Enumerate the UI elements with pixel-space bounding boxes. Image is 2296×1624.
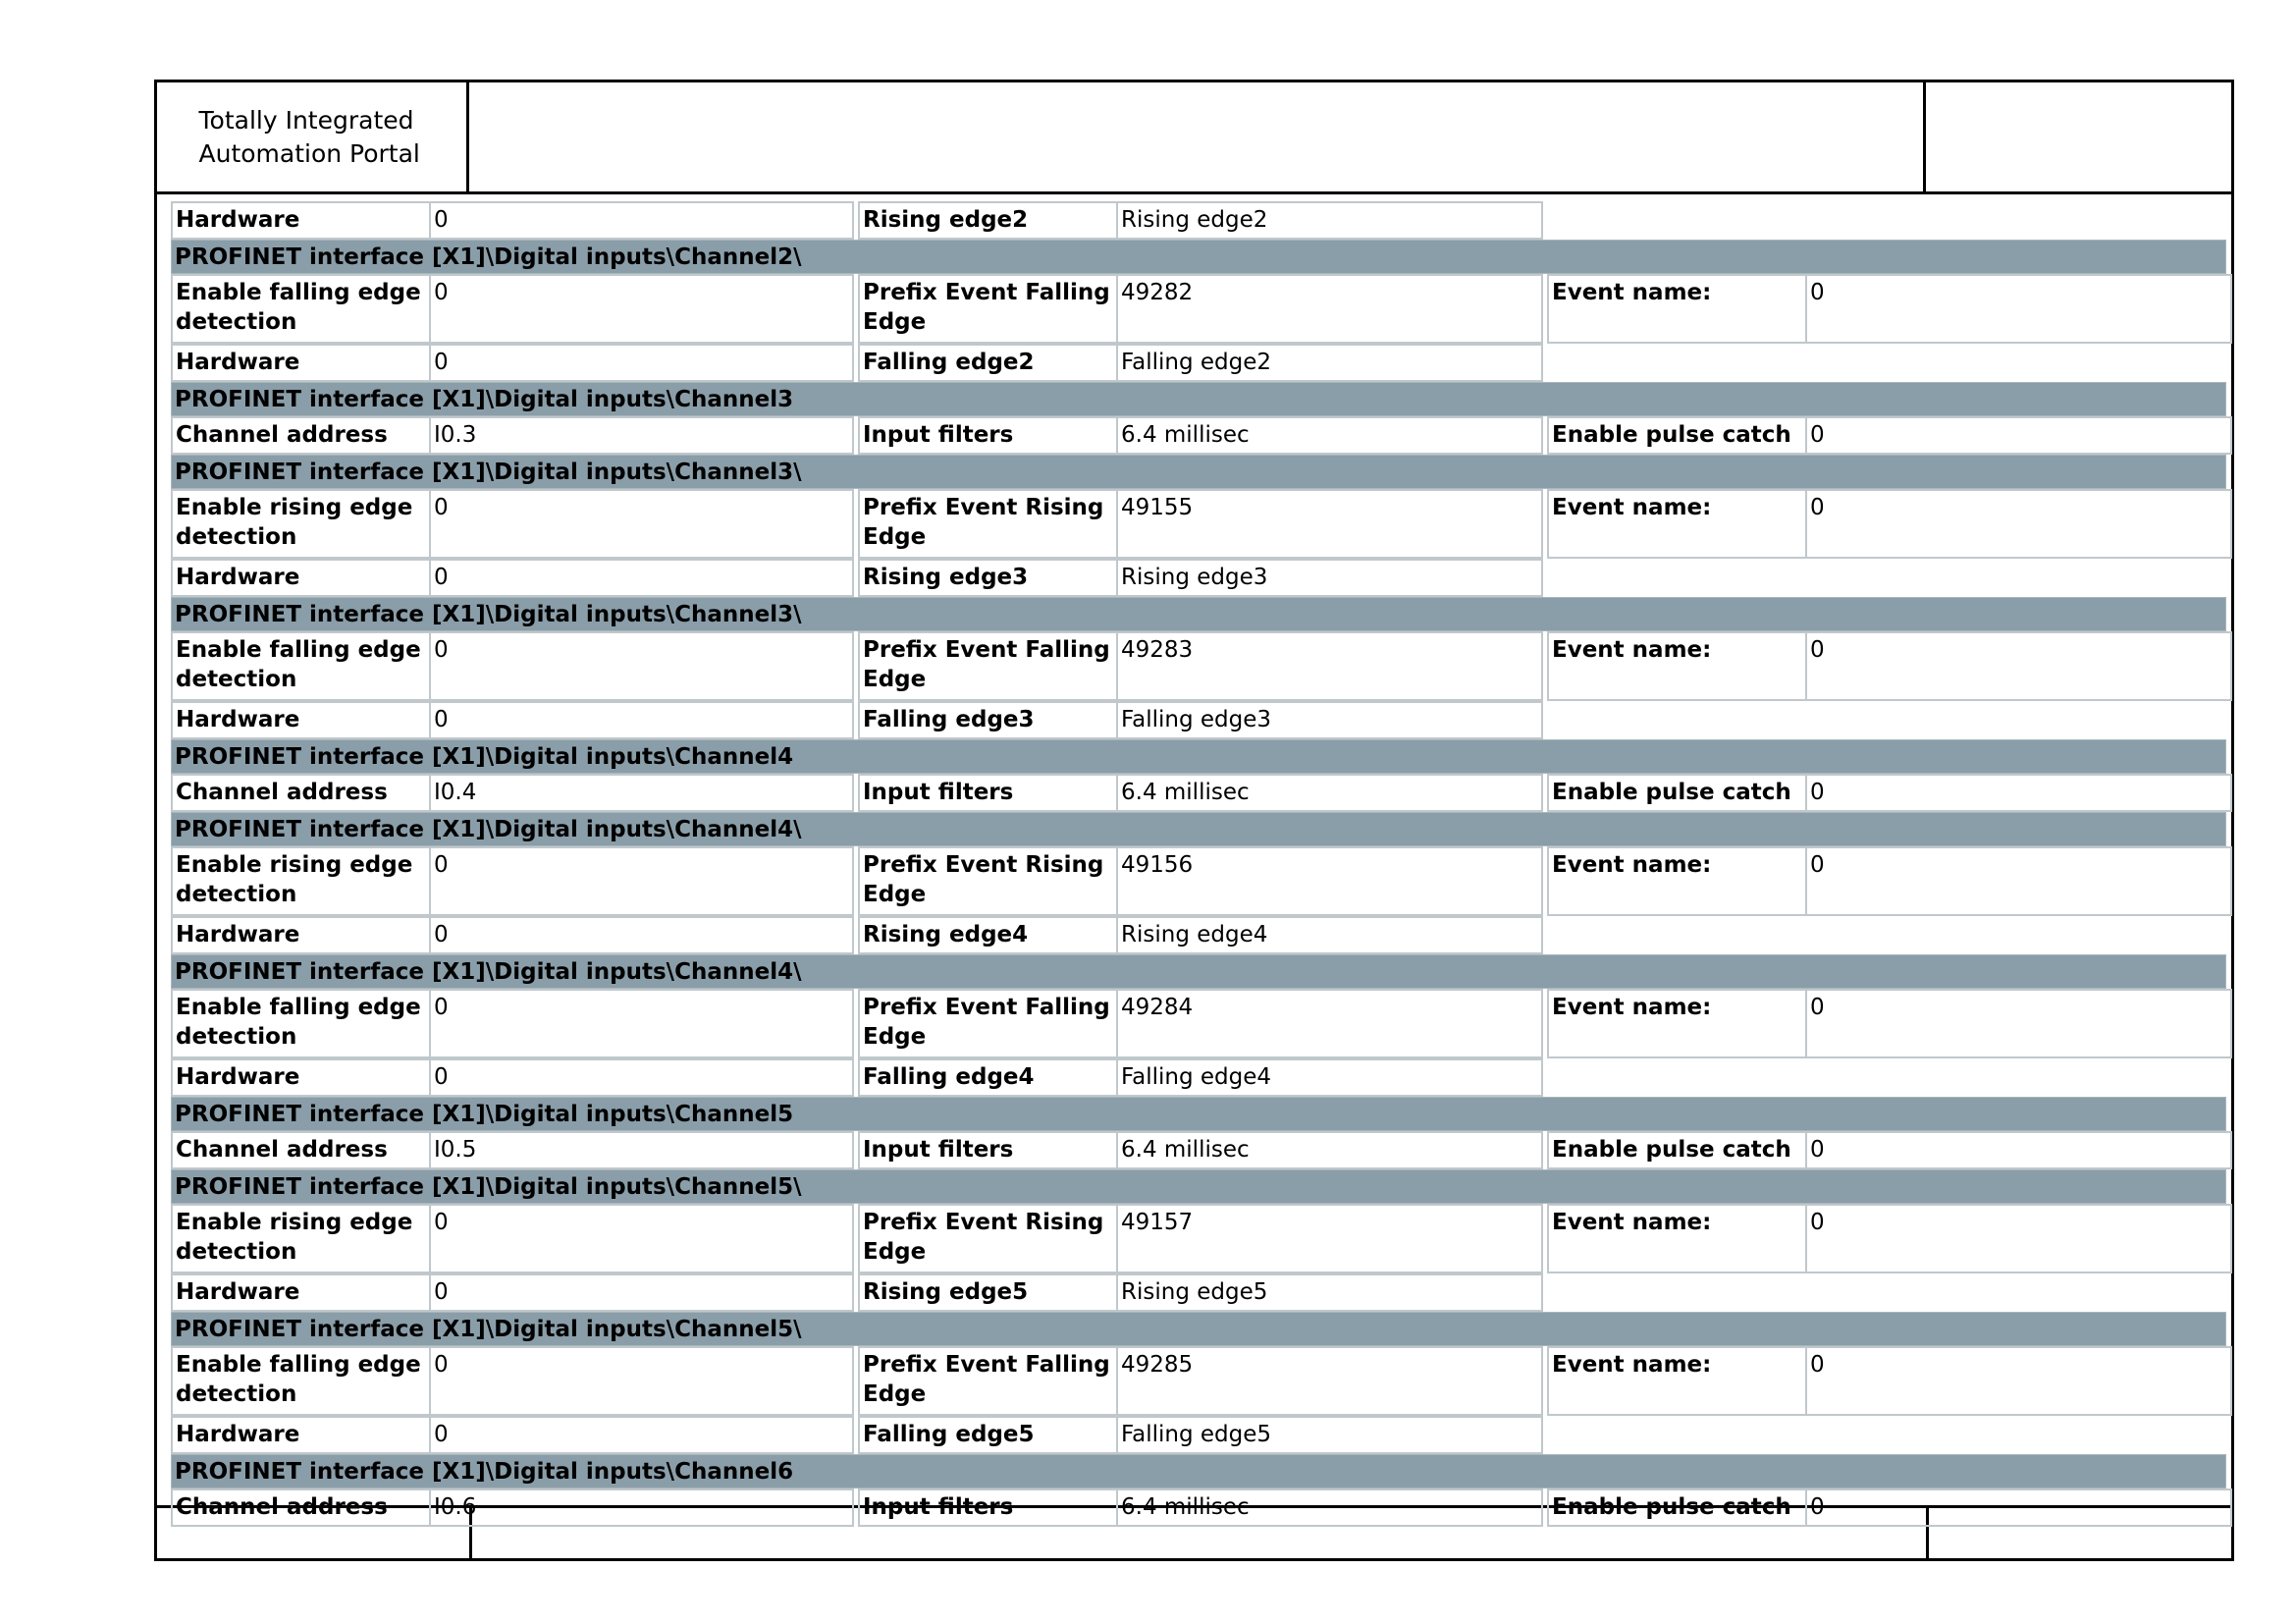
parameter-value: I0.4 — [434, 780, 477, 805]
parameter-value: Rising edge3 — [1121, 565, 1268, 590]
empty-cell — [1547, 344, 2228, 382]
parameter-label: Enable falling edge detection — [173, 991, 431, 1056]
parameter-pair — [171, 344, 854, 382]
parameter-label: Input filters — [860, 418, 1118, 453]
parameter-label: Hardware — [173, 346, 431, 380]
empty-cell — [1547, 916, 2228, 954]
parameter-label: Event name: — [1549, 491, 1807, 557]
parameter-label: Input filters — [860, 1133, 1118, 1167]
parameter-value: Rising edge2 — [1121, 207, 1268, 233]
parameter-label: Enable pulse catch — [1549, 1490, 1807, 1525]
parameter-pair — [858, 1346, 1543, 1416]
parameter-pair — [1547, 1131, 2232, 1169]
parameter-label: Event name: — [1549, 633, 1807, 699]
title-line-2: Automation Portal — [198, 138, 420, 168]
section-header: PROFINET interface [X1]\Digital inputs\Channel3\ — [171, 597, 2226, 631]
parameter-value: I0.6 — [434, 1494, 477, 1520]
empty-cell — [1547, 1416, 2228, 1454]
empty-cell — [1547, 1058, 2228, 1097]
parameter-pair — [171, 1273, 854, 1312]
parameter-label: Enable falling edge detection — [173, 1348, 431, 1414]
parameter-pair — [858, 1131, 1543, 1169]
parameter-label: Hardware — [173, 703, 431, 737]
parameter-label: Channel address — [173, 418, 431, 453]
parameter-label: Falling edge2 — [860, 346, 1118, 380]
section-header: PROFINET interface [X1]\Digital inputs\Channel4 — [171, 739, 2226, 774]
parameter-value: 0 — [434, 995, 449, 1020]
parameter-pair — [171, 1346, 854, 1416]
parameter-label: Rising edge2 — [860, 203, 1118, 238]
empty-cell — [1547, 201, 2228, 240]
parameter-pair — [858, 489, 1543, 559]
parameter-pair — [171, 916, 854, 954]
parameter-value: 0 — [434, 1064, 449, 1090]
header-divider — [157, 191, 2231, 194]
parameter-label: Enable falling edge detection — [173, 276, 431, 342]
parameter-value: I0.5 — [434, 1137, 477, 1163]
parameter-pair — [171, 1416, 854, 1454]
parameter-value: Rising edge4 — [1121, 922, 1268, 947]
parameter-value: I0.3 — [434, 422, 477, 448]
parameter-label: Hardware — [173, 561, 431, 595]
parameter-pair — [1547, 846, 2232, 916]
parameter-label: Enable rising edge detection — [173, 848, 431, 914]
parameter-pair — [171, 631, 854, 701]
section-header: PROFINET interface [X1]\Digital inputs\Channel6 — [171, 1454, 2226, 1489]
parameter-label: Falling edge3 — [860, 703, 1118, 737]
parameter-pair — [171, 274, 854, 344]
parameter-value: 49156 — [1121, 852, 1194, 878]
parameter-label: Enable falling edge detection — [173, 633, 431, 699]
section-header: PROFINET interface [X1]\Digital inputs\Channel5\ — [171, 1312, 2226, 1346]
parameter-label: Enable pulse catch — [1549, 418, 1807, 453]
parameter-value: 6.4 millisec — [1121, 780, 1250, 805]
parameter-pair — [858, 559, 1543, 597]
parameter-value: 0 — [434, 1422, 449, 1447]
empty-cell — [1547, 1273, 2228, 1312]
parameter-pair — [858, 631, 1543, 701]
parameter-value: 0 — [434, 350, 449, 375]
parameter-pair — [858, 774, 1543, 812]
parameter-pair — [1547, 416, 2232, 455]
header-middle-box — [469, 82, 1926, 191]
parameter-pair — [171, 1204, 854, 1273]
parameter-label: Hardware — [173, 1418, 431, 1452]
parameter-pair — [171, 701, 854, 739]
parameter-pair — [858, 1489, 1543, 1527]
parameter-value: 6.4 millisec — [1121, 1494, 1250, 1520]
parameter-label: Enable rising edge detection — [173, 491, 431, 557]
parameter-label: Prefix Event Falling Edge — [860, 633, 1118, 699]
parameter-label: Event name: — [1549, 991, 1807, 1056]
parameter-pair — [858, 916, 1543, 954]
parameter-label: Prefix Event Falling Edge — [860, 276, 1118, 342]
parameter-pair — [171, 559, 854, 597]
parameter-pair — [1547, 1204, 2232, 1273]
section-header: PROFINET interface [X1]\Digital inputs\Channel5\ — [171, 1169, 2226, 1204]
section-header: PROFINET interface [X1]\Digital inputs\Channel3\ — [171, 455, 2226, 489]
parameter-pair — [1547, 489, 2232, 559]
parameter-label: Prefix Event Falling Edge — [860, 1348, 1118, 1414]
parameter-value: Rising edge5 — [1121, 1279, 1268, 1305]
parameter-label: Event name: — [1549, 1206, 1807, 1272]
parameter-label: Hardware — [173, 918, 431, 952]
parameter-pair — [858, 1204, 1543, 1273]
parameter-pair — [858, 989, 1543, 1058]
parameter-value: Falling edge3 — [1121, 707, 1272, 732]
parameter-label: Enable pulse catch — [1549, 776, 1807, 810]
parameter-pair — [858, 1416, 1543, 1454]
parameter-label: Enable rising edge detection — [173, 1206, 431, 1272]
parameter-value: 0 — [1810, 637, 1825, 663]
parameter-value: 49283 — [1121, 637, 1194, 663]
parameter-label: Prefix Event Rising Edge — [860, 1206, 1118, 1272]
parameter-pair — [1547, 1346, 2232, 1416]
parameter-label: Event name: — [1549, 848, 1807, 914]
parameter-value: 0 — [434, 565, 449, 590]
parameter-pair — [1547, 631, 2232, 701]
parameter-pair — [858, 416, 1543, 455]
parameter-label: Enable pulse catch — [1549, 1133, 1807, 1167]
parameter-pair — [171, 774, 854, 812]
parameter-label: Hardware — [173, 203, 431, 238]
parameter-value: 49282 — [1121, 280, 1194, 305]
parameter-label: Prefix Event Rising Edge — [860, 848, 1118, 914]
parameter-value: 0 — [1810, 1494, 1825, 1520]
parameter-label: Rising edge3 — [860, 561, 1118, 595]
parameter-label: Event name: — [1549, 276, 1807, 342]
parameter-pair — [858, 1058, 1543, 1097]
parameter-pair — [171, 201, 854, 240]
parameter-label: Rising edge4 — [860, 918, 1118, 952]
parameter-pair — [171, 1058, 854, 1097]
parameter-value: Falling edge5 — [1121, 1422, 1272, 1447]
parameter-pair — [1547, 989, 2232, 1058]
parameter-value: 49285 — [1121, 1352, 1194, 1378]
section-header: PROFINET interface [X1]\Digital inputs\Channel3 — [171, 382, 2226, 416]
parameter-label: Rising edge5 — [860, 1275, 1118, 1310]
parameter-value: 0 — [434, 707, 449, 732]
parameter-value: 0 — [1810, 280, 1825, 305]
parameter-pair — [1547, 1489, 2232, 1527]
parameter-pair — [858, 846, 1543, 916]
parameter-value: 0 — [434, 495, 449, 520]
section-header: PROFINET interface [X1]\Digital inputs\Channel4\ — [171, 812, 2226, 846]
parameter-value: 0 — [434, 1210, 449, 1235]
parameter-pair — [171, 1489, 854, 1527]
parameter-value: 0 — [1810, 495, 1825, 520]
parameter-pair — [1547, 274, 2232, 344]
parameter-table — [171, 201, 2226, 1527]
parameter-value: 0 — [434, 637, 449, 663]
parameter-pair — [171, 1131, 854, 1169]
section-header: PROFINET interface [X1]\Digital inputs\Channel2\ — [171, 240, 2226, 274]
parameter-value: 49157 — [1121, 1210, 1194, 1235]
parameter-value: 0 — [434, 207, 449, 233]
header-title-box — [157, 82, 469, 191]
parameter-label: Input filters — [860, 1490, 1118, 1525]
parameter-pair — [171, 489, 854, 559]
parameter-label: Channel address — [173, 1133, 431, 1167]
section-header: PROFINET interface [X1]\Digital inputs\Channel4\ — [171, 954, 2226, 989]
parameter-pair — [858, 344, 1543, 382]
parameter-value: 6.4 millisec — [1121, 1137, 1250, 1163]
parameter-value: 0 — [1810, 780, 1825, 805]
document-title — [199, 104, 425, 171]
parameter-value: 0 — [1810, 1210, 1825, 1235]
parameter-pair — [171, 846, 854, 916]
parameter-pair — [858, 274, 1543, 344]
parameter-value: 0 — [434, 1352, 449, 1378]
parameter-value: 0 — [1810, 1137, 1825, 1163]
parameter-label: Event name: — [1549, 1348, 1807, 1414]
parameter-value: 0 — [434, 922, 449, 947]
parameter-pair — [858, 201, 1543, 240]
parameter-label: Channel address — [173, 776, 431, 810]
empty-cell — [1547, 559, 2228, 597]
parameter-label: Input filters — [860, 776, 1118, 810]
parameter-label: Falling edge4 — [860, 1060, 1118, 1095]
parameter-value: 49155 — [1121, 495, 1194, 520]
section-header: PROFINET interface [X1]\Digital inputs\Channel5 — [171, 1097, 2226, 1131]
empty-cell — [1547, 701, 2228, 739]
parameter-label: Falling edge5 — [860, 1418, 1118, 1452]
parameter-value: 0 — [434, 280, 449, 305]
parameter-pair — [858, 701, 1543, 739]
parameter-label: Channel address — [173, 1490, 431, 1525]
parameter-value: 0 — [1810, 422, 1825, 448]
parameter-label: Hardware — [173, 1060, 431, 1095]
parameter-label: Prefix Event Rising Edge — [860, 491, 1118, 557]
parameter-pair — [1547, 774, 2232, 812]
parameter-pair — [171, 989, 854, 1058]
parameter-value: Falling edge4 — [1121, 1064, 1272, 1090]
parameter-value: 0 — [1810, 995, 1825, 1020]
parameter-value: 49284 — [1121, 995, 1194, 1020]
parameter-value: 6.4 millisec — [1121, 422, 1250, 448]
title-line-1: Totally Integrated — [198, 105, 414, 135]
parameter-pair — [171, 416, 854, 455]
parameter-pair — [858, 1273, 1543, 1312]
parameter-label: Prefix Event Falling Edge — [860, 991, 1118, 1056]
parameter-value: 0 — [434, 1279, 449, 1305]
parameter-value: 0 — [1810, 852, 1825, 878]
parameter-value: Falling edge2 — [1121, 350, 1272, 375]
parameter-label: Hardware — [173, 1275, 431, 1310]
parameter-value: 0 — [434, 852, 449, 878]
parameter-value: 0 — [1810, 1352, 1825, 1378]
